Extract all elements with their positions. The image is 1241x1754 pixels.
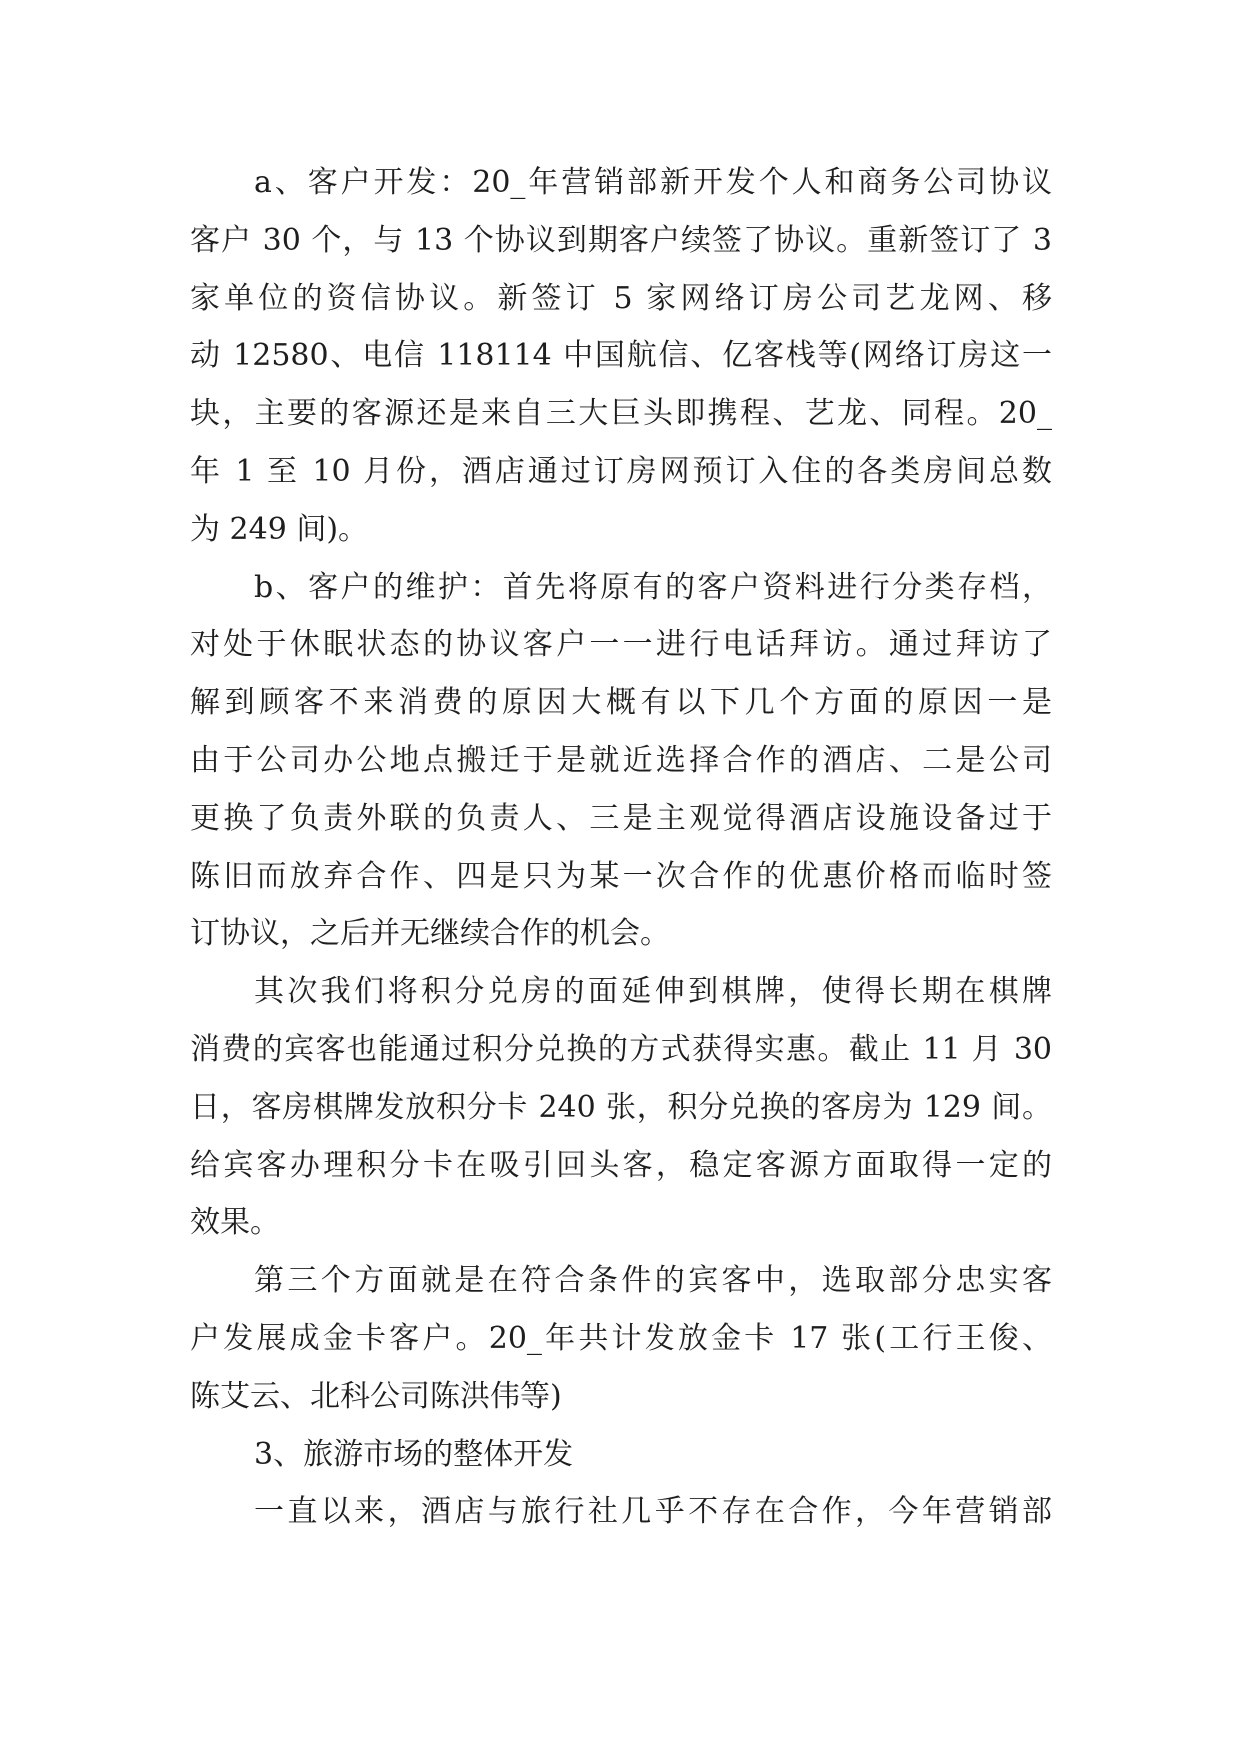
paragraph-line: 一直以来，酒店与旅行社几乎不存在合作，今年营销部 [254, 1494, 1052, 1530]
paragraph-line: 第三个方面就是在符合条件的宾客中，选取部分忠实客 [254, 1263, 1052, 1299]
paragraph-line: b、客户的维护：首先将原有的客户资料进行分类存档， [254, 569, 1052, 605]
paragraph-gold-card [190, 1252, 1052, 1425]
paragraph-line: 订协议，之后并无继续合作的机会。 [190, 916, 670, 952]
paragraph-line: 为 249 间)。 [190, 511, 369, 547]
paragraph-line: 解到顾客不来消费的原因大概有以下几个方面的原因一是 [190, 685, 1052, 721]
section-heading-tourism-market [190, 1426, 1052, 1484]
paragraph-points-exchange [190, 963, 1052, 1252]
paragraph-line: 陈旧而放弃合作、四是只为某一次合作的优惠价格而临时签 [190, 858, 1052, 894]
paragraph-travel-agency [190, 1483, 1052, 1541]
paragraph-line: 更换了负责外联的负责人、三是主观觉得酒店设施设备过于 [190, 800, 1052, 836]
paragraph-customer-development [190, 154, 1052, 559]
document-body [190, 154, 1052, 1541]
paragraph-line: 给宾客办理积分卡在吸引回头客，稳定客源方面取得一定的 [190, 1147, 1052, 1183]
paragraph-line: 陈艾云、北科公司陈洪伟等) [190, 1378, 562, 1414]
paragraph-line: 对处于休眠状态的协议客户一一进行电话拜访。通过拜访了 [190, 627, 1052, 663]
paragraph-line: 其次我们将积分兑房的面延伸到棋牌，使得长期在棋牌 [254, 974, 1052, 1010]
paragraph-line: a、客户开发：20_年营销部新开发个人和商务公司协议 [254, 165, 1052, 200]
paragraph-line: 户发展成金卡客户。20_年共计发放金卡 17 张(工行王俊、 [190, 1320, 1052, 1356]
paragraph-line: 年 1 至 10 月份，酒店通过订房网预订入住的各类房间总数 [190, 453, 1052, 489]
paragraph-line: 块，主要的客源还是来自三大巨头即携程、艺龙、同程。20_ [190, 396, 1052, 432]
paragraph-line: 动 12580、电信 118114 中国航信、亿客栈等(网络订房这一 [190, 338, 1052, 374]
paragraph-line: 消费的宾客也能通过积分兑换的方式获得实惠。截止 11 月 30 [190, 1031, 1052, 1067]
paragraph-line: 客户 30 个，与 13 个协议到期客户续签了协议。重新签订了 3 [190, 222, 1052, 258]
paragraph-line: 由于公司办公地点搬迁于是就近选择合作的酒店、二是公司 [190, 742, 1052, 778]
paragraph-customer-maintenance [190, 559, 1052, 964]
paragraph-line: 效果。 [190, 1205, 280, 1241]
paragraph-line: 家单位的资信协议。新签订 5 家网络订房公司艺龙网、移 [190, 280, 1052, 316]
paragraph-line: 日，客房棋牌发放积分卡 240 张，积分兑换的客房为 129 间。 [190, 1089, 1052, 1125]
paragraph-line: 3、旅游市场的整体开发 [254, 1436, 574, 1472]
